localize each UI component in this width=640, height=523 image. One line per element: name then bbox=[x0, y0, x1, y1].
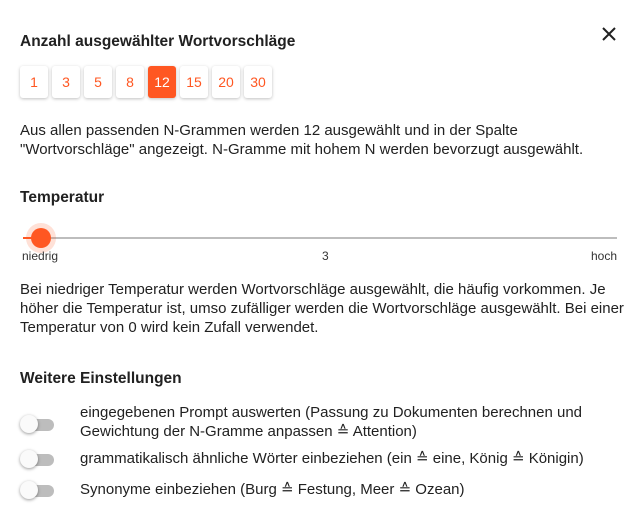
setting-label: grammatikalisch ähnliche Wörter einbeziehen (ein ≙ eine, König ≙ Königin) bbox=[80, 450, 584, 467]
count-button-group bbox=[20, 66, 276, 98]
count-option-button[interactable]: 20 bbox=[212, 66, 240, 98]
toggle-knob bbox=[20, 481, 38, 499]
count-option-button[interactable]: 12 bbox=[148, 66, 176, 98]
slider-track[interactable] bbox=[23, 237, 617, 239]
grammatical-similarity-toggle[interactable] bbox=[20, 449, 56, 469]
slider-value-label: 3 bbox=[322, 249, 329, 263]
prompt-evaluation-toggle[interactable] bbox=[20, 414, 56, 434]
count-option-button[interactable]: 5 bbox=[84, 66, 112, 98]
close-icon bbox=[598, 23, 620, 45]
count-option-button[interactable]: 30 bbox=[244, 66, 272, 98]
temperature-description: Bei niedriger Temperatur werden Wortvorschläge ausgewählt, die häufig vorkommen. Je höher die Temperatur ist, umso zufälliger werden die Wortvorschläge ausgewählt. Bei einer Temperatur von 0 wird kein Zufall verwendet. bbox=[20, 281, 624, 336]
setting-label: Synonyme einbeziehen (Burg ≙ Festung, Meer ≙ Ozean) bbox=[80, 481, 465, 498]
count-section-title: Anzahl ausgewählter Wortvorschläge bbox=[20, 33, 296, 50]
setting-label: eingegebenen Prompt auswerten (Passung zu Dokumenten berechnen und Gewichtung der N-Gramme anpassen ≙ Attention) bbox=[80, 404, 583, 440]
slider-thumb[interactable] bbox=[31, 228, 51, 248]
count-option-button[interactable]: 1 bbox=[20, 66, 48, 98]
toggle-knob bbox=[20, 415, 38, 433]
slider-low-label: niedrig bbox=[22, 249, 59, 263]
count-description: Aus allen passenden N-Grammen werden 12 ausgewählt und in der Spalte "Wortvorschläge" angezeigt. N-Gramme mit hohem N werden bevorzugt ausgewählt. bbox=[20, 122, 584, 158]
temperature-slider[interactable] bbox=[23, 228, 617, 248]
count-option-button[interactable]: 3 bbox=[52, 66, 80, 98]
toggle-knob bbox=[20, 450, 38, 468]
more-settings-title: Weitere Einstellungen bbox=[20, 370, 182, 387]
count-option-button[interactable]: 15 bbox=[180, 66, 208, 98]
count-option-button[interactable]: 8 bbox=[116, 66, 144, 98]
synonyms-toggle[interactable] bbox=[20, 480, 56, 500]
close-button[interactable] bbox=[598, 23, 620, 45]
slider-high-label: hoch bbox=[591, 249, 618, 263]
temperature-section-title: Temperatur bbox=[20, 189, 105, 206]
